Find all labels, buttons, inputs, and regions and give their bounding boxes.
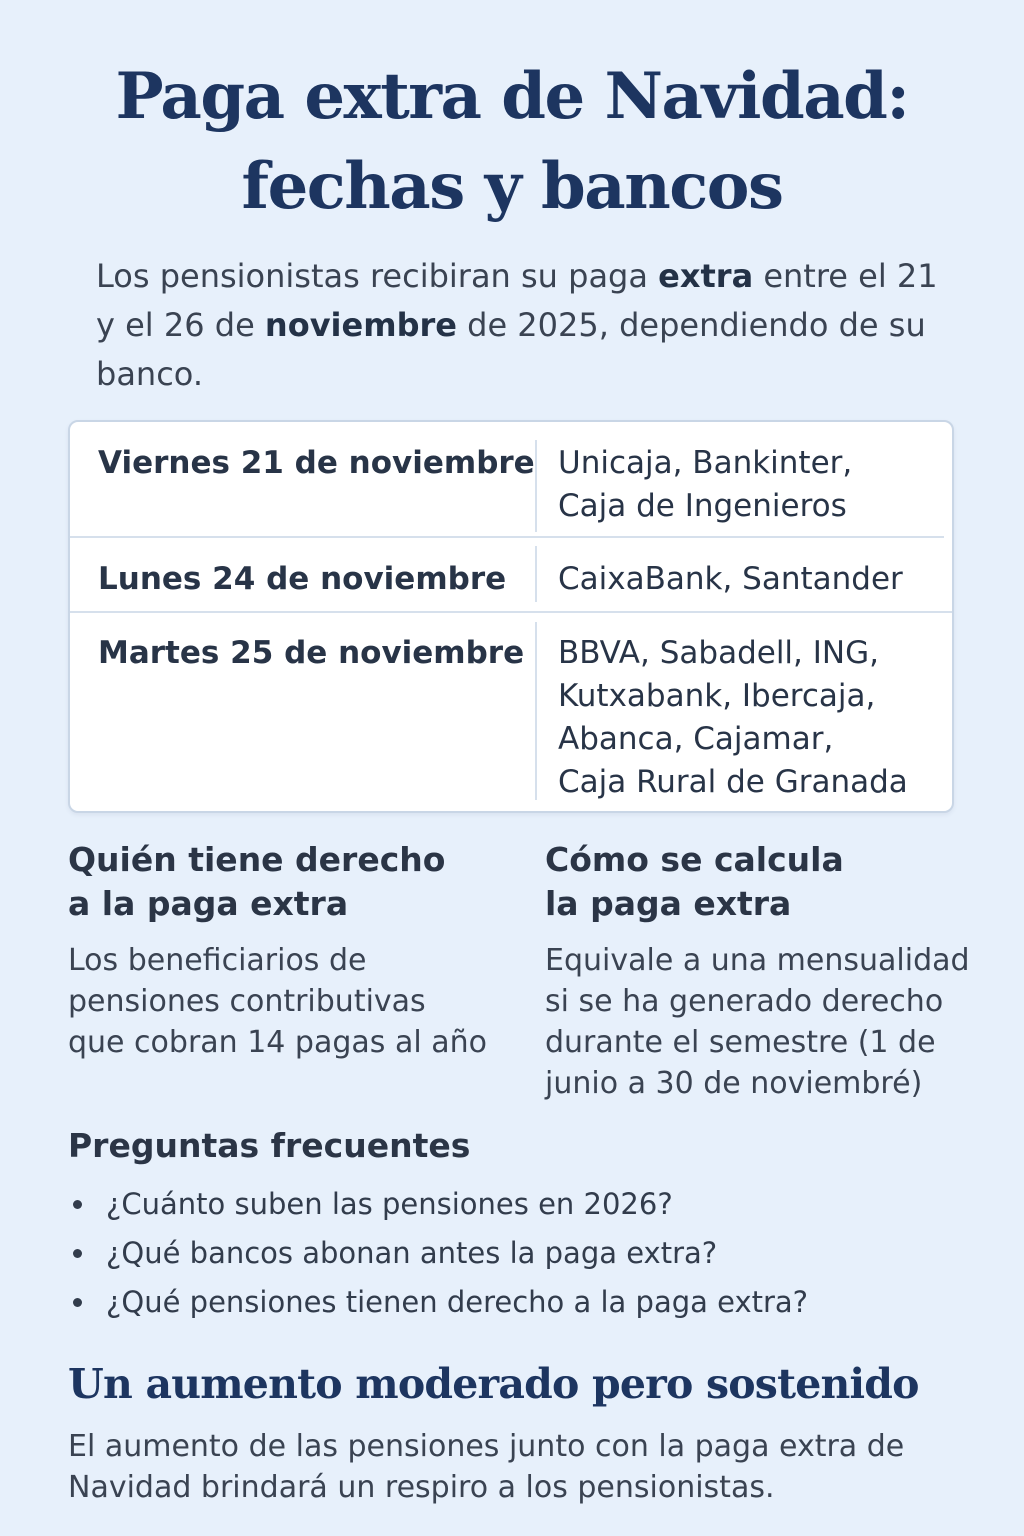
closing-paragraph bbox=[68, 1426, 968, 1508]
schedule-banks bbox=[558, 558, 938, 601]
closing-line: El aumento de las pensiones junto con la paga extra de bbox=[68, 1429, 905, 1464]
payment-schedule-table bbox=[68, 420, 954, 813]
heading-line: la paga extra bbox=[545, 884, 792, 923]
heading-line: a la paga extra bbox=[68, 884, 349, 923]
column-divider bbox=[535, 440, 537, 532]
calculation-heading bbox=[545, 838, 844, 926]
intro-text-2: entre el 21 y el 26 de bbox=[96, 257, 938, 344]
schedule-date: Viernes 21 de noviembre bbox=[98, 445, 535, 481]
section-title: Un aumento moderado pero sostenido bbox=[68, 1360, 919, 1408]
page-title-line-2: fechas y bancos bbox=[241, 149, 783, 224]
faq-title: Preguntas frecuentes bbox=[68, 1126, 471, 1165]
intro-text-1: Los pensionistas recibiran su paga bbox=[96, 257, 659, 295]
row-divider bbox=[70, 536, 944, 538]
schedule-date: Martes 25 de noviembre bbox=[98, 635, 525, 671]
faq-item-text: ¿Cuánto suben las pensiones en 2026? bbox=[106, 1187, 673, 1221]
calculation-text bbox=[545, 940, 1015, 1104]
text-line: Equivale a una mensualidad bbox=[545, 943, 970, 978]
faq-list bbox=[68, 1180, 968, 1327]
bank-line: CaixaBank, Santander bbox=[558, 561, 903, 597]
faq-item-text: ¿Qué bancos abonan antes la paga extra? bbox=[106, 1236, 718, 1270]
text-line: durante el semestre (1 de bbox=[545, 1025, 936, 1060]
column-divider bbox=[535, 622, 537, 800]
faq-item[interactable] bbox=[68, 1180, 968, 1229]
bullet-icon bbox=[73, 1298, 82, 1307]
row-divider bbox=[70, 611, 952, 613]
intro-bold-extra: extra bbox=[658, 257, 754, 295]
faq-item[interactable] bbox=[68, 1278, 968, 1327]
bullet-icon bbox=[73, 1249, 82, 1258]
faq-item-text: ¿Qué pensiones tienen derecho a la paga extra? bbox=[106, 1285, 809, 1319]
page-title bbox=[0, 52, 1024, 232]
closing-line: Navidad brindará un respiro a los pensionistas. bbox=[68, 1470, 775, 1505]
text-line: Los beneficiarios de bbox=[68, 943, 367, 978]
heading-line: Quién tiene derecho bbox=[68, 840, 446, 879]
bank-line: Caja Rural de Granada bbox=[558, 764, 908, 800]
text-line: que cobran 14 pagas al año bbox=[68, 1025, 487, 1060]
eligibility-text bbox=[68, 940, 508, 1063]
bank-line: Caja de Ingenieros bbox=[558, 488, 847, 524]
bank-line: BBVA, Sabadell, ING, bbox=[558, 635, 879, 671]
column-divider bbox=[535, 546, 537, 602]
schedule-date: Lunes 24 de noviembre bbox=[98, 561, 507, 597]
intro-bold-noviembre: noviembre bbox=[264, 306, 457, 344]
text-line: junio a 30 de noviembré) bbox=[545, 1066, 923, 1101]
bank-line: Abanca, Cajamar, bbox=[558, 721, 834, 757]
page-title-line-1: Paga extra de Navidad: bbox=[115, 59, 909, 134]
schedule-banks bbox=[558, 442, 938, 528]
text-line: si se ha generado derecho bbox=[545, 984, 944, 1019]
eligibility-heading bbox=[68, 838, 445, 926]
text-line: pensiones contributivas bbox=[68, 984, 426, 1019]
faq-item[interactable] bbox=[68, 1229, 968, 1278]
intro-paragraph bbox=[96, 252, 956, 399]
schedule-banks bbox=[558, 632, 938, 804]
bank-line: Kutxabank, Ibercaja, bbox=[558, 678, 876, 714]
heading-line: Cómo se calcula bbox=[545, 840, 844, 879]
intro-text-3: de 2025, dependiendo de su banco. bbox=[96, 306, 926, 393]
bank-line: Unicaja, Bankinter, bbox=[558, 445, 853, 481]
bullet-icon bbox=[73, 1200, 82, 1209]
